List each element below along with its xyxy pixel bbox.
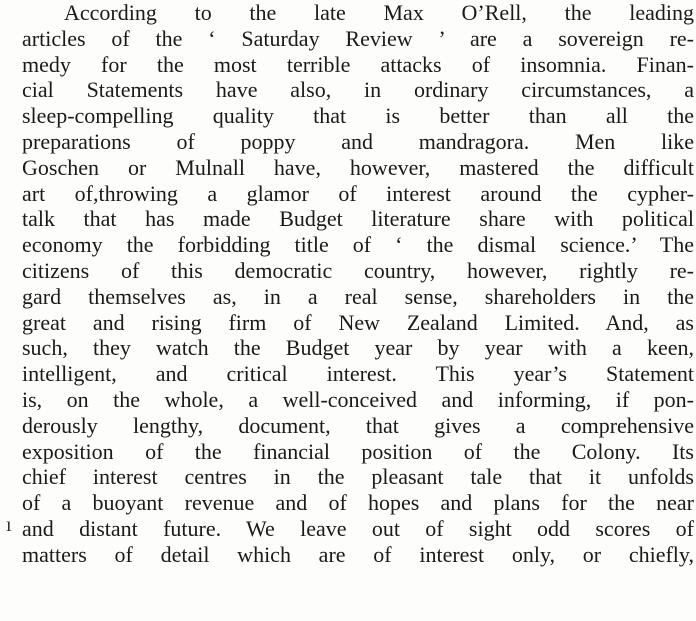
text-line: great and rising firm of New Zealand Limited. And, as [22, 309, 694, 335]
text-line: According to the late Max O’Rell, the leading [64, 0, 694, 25]
text-line: gard themselves as, in a real sense, shareholders in the [22, 283, 694, 309]
text-line: economy the forbidding title of ‘ the dismal science.’ The [22, 232, 694, 258]
text-line: matters of detail which are of interest only, or chiefly, [22, 541, 694, 567]
text-line: of a buoyant revenue and of hopes and plans for the near [22, 490, 694, 516]
margin-mark: ı [6, 514, 12, 536]
text-line: talk that has made Budget literature share with political [22, 206, 694, 232]
text-line: and distant future. We leave out of sight odd scores of [22, 515, 694, 541]
text-line: is, on the whole, a well-conceived and informing, if pon- [22, 386, 694, 412]
text-line: such, they watch the Budget year by year with a keen, [22, 335, 694, 361]
text-line: exposition of the financial position of the Colony. Its [22, 438, 694, 464]
text-line: intelligent, and critical interest. This year’s Statement [22, 361, 694, 387]
text-line: preparations of poppy and mandragora. Men like [22, 128, 694, 154]
text-line: sleep-compelling quality that is better than all the [22, 103, 694, 129]
text-line: articles of the ‘ Saturday Review ’ are a sovereign re- [22, 25, 694, 51]
text-line: art of,throwing a glamor of interest around the cypher- [22, 180, 694, 206]
text-line: citizens of this democratic country, however, rightly re- [22, 257, 694, 283]
text-line: cial Statements have also, in ordinary circumstances, a [22, 77, 694, 103]
text-line: Goschen or Mulnall have, however, mastered the difficult [22, 154, 694, 180]
text-line: chief interest centres in the pleasant tale that it unfolds [22, 464, 694, 490]
text-line: derously lengthy, document, that gives a comprehensive [22, 412, 694, 438]
text-line: medy for the most terrible attacks of insomnia. Finan- [22, 51, 694, 77]
article-paragraph [22, 0, 694, 568]
